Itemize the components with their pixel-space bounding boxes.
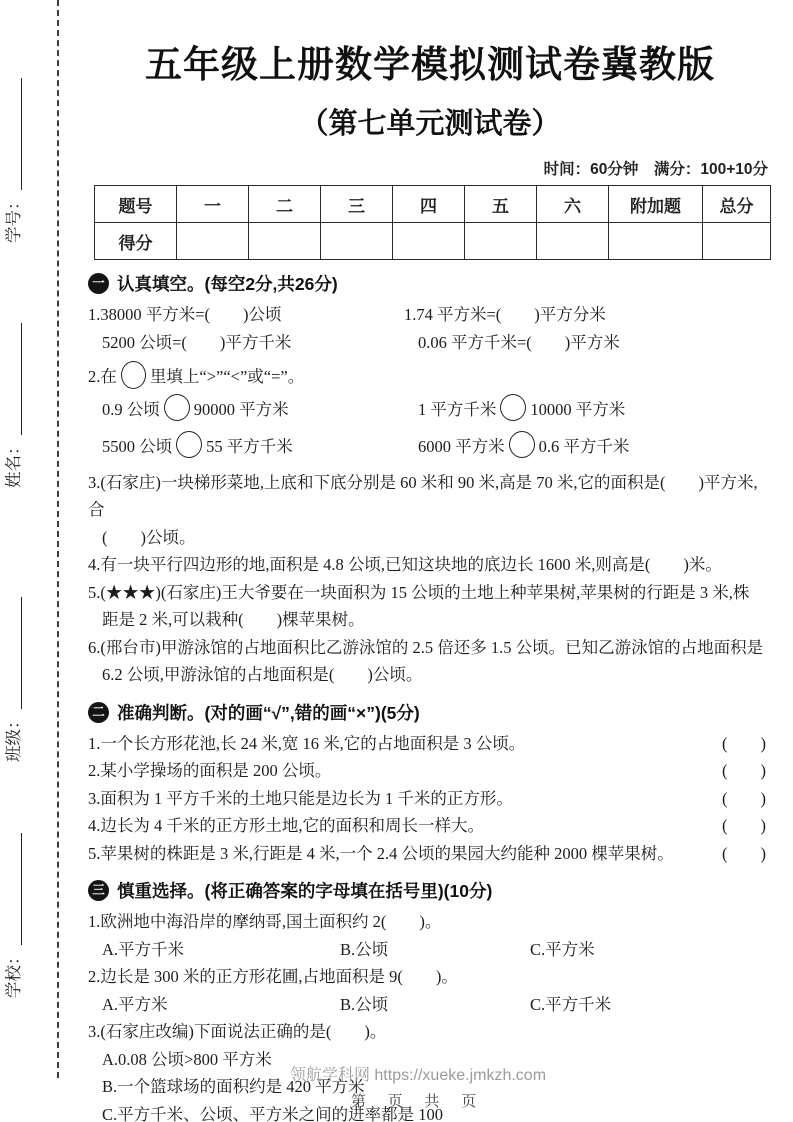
school-field xyxy=(0,834,22,999)
section-2-heading xyxy=(88,700,772,725)
class-blank-line xyxy=(4,598,22,710)
name-field xyxy=(0,324,22,489)
judge-item-text: 2.某小学操场的面积是 200 公顷。 xyxy=(88,761,332,780)
choice-q2-options xyxy=(88,991,772,1019)
col-part-4: 四 xyxy=(393,186,465,223)
choice-q1-stem: 1.欧洲地中海沿岸的摩纳哥,国土面积约 2( )。 xyxy=(88,912,442,931)
choice-option-b: B.公顷 xyxy=(340,994,389,1014)
fill-q2a-right: 90000 平方米 xyxy=(193,399,289,419)
col-part-3: 三 xyxy=(321,186,393,223)
fill-q6-line2: 6.2 公顷,甲游泳馆的占地面积是( )公顷。 xyxy=(102,665,423,684)
section-2-badge-icon: 二 xyxy=(88,702,109,723)
page-subtitle: （第七单元测试卷） xyxy=(299,108,561,140)
fill-q1d: 0.06 平方千米=( )平方米 xyxy=(418,332,620,352)
answer-bracket: ( ) xyxy=(722,843,766,863)
col-part-1: 一 xyxy=(177,186,249,223)
col-question-number: 题号 xyxy=(95,186,177,223)
choice-q3-option-b: B.一个篮球场的面积约是 420 平方米 xyxy=(102,1077,365,1096)
answer-bracket: ( ) xyxy=(722,733,766,753)
fill-q2b-right: 10000 平方米 xyxy=(530,399,626,419)
fill-q2c-right: 55 平方千米 xyxy=(206,436,293,456)
fill-q2b-left: 1 平方千米 xyxy=(418,399,497,419)
fill-q3-line2: ( )公顷。 xyxy=(102,527,196,547)
col-part-5: 五 xyxy=(465,186,537,223)
time-score-info: 时间：60分钟 满分：100+10分 xyxy=(543,161,768,178)
class-label: 班级： xyxy=(5,712,23,762)
judge-item xyxy=(88,757,772,785)
main-content xyxy=(88,0,772,1122)
compare-circle-icon xyxy=(509,431,535,458)
fill-q4: 4.有一块平行四边形的地,面积是 4.8 公顷,已知这块地的底边长 1600 米,则高是( )米。 xyxy=(88,555,722,574)
page-number-line: 第 页 共 页 xyxy=(350,1094,486,1110)
fill-q3-line1: 3.(石家庄)一块梯形菜地,上底和下底分别是 60 米和 90 米,高是 70 米,它的面积是( )平方米,合 xyxy=(88,472,758,519)
judge-item-text: 3.面积为 1 平方千米的土地只能是边长为 1 千米的正方形。 xyxy=(88,788,513,808)
section-1-title: 认真填空。(每空2分,共26分) xyxy=(117,274,338,294)
score-cell xyxy=(609,223,703,260)
fill-q1a: 1.38000 平方米=( )公顷 xyxy=(88,305,282,324)
fill-q5-line1: 5.(★★★)(石家庄)王大爷要在一块面积为 15 公顷的土地上种苹果树,苹果树的行距是 3 米,株 xyxy=(88,582,750,602)
choice-option-c: C.平方米 xyxy=(530,939,595,959)
section-2-title: 准确判断。(对的画“√”,错的画“×”)(5分) xyxy=(117,702,420,723)
choice-option-c: C.平方千米 xyxy=(530,994,612,1014)
fill-q2-stem-post: 里填上“>”“<”或“=”。 xyxy=(149,367,305,386)
school-blank-line xyxy=(4,834,22,946)
score-table-header-row xyxy=(95,186,771,223)
page-title: 五年级上册数学模拟测试卷冀教版 xyxy=(145,44,715,85)
fill-q2-row2 xyxy=(88,428,772,465)
name-label: 姓名： xyxy=(5,438,23,488)
fill-q2a xyxy=(88,391,418,428)
student-id-blank-line xyxy=(4,79,22,191)
page-footer xyxy=(88,1062,748,1111)
section-1-heading xyxy=(88,271,772,296)
score-table-score-row xyxy=(95,223,771,260)
school-label: 学校： xyxy=(5,948,23,998)
fill-q2d-right: 0.6 平方千米 xyxy=(538,436,630,456)
watermark-site-link: 领航学科网 https://xueke.jmkzh.com xyxy=(289,1067,547,1084)
judge-item xyxy=(88,785,772,813)
judge-item-text: 5.苹果树的株距是 3 米,行距是 4 米,一个 2.4 公顷的果园大约能种 2000 棵苹果树。 xyxy=(88,843,674,863)
choice-option-a: A.平方千米 xyxy=(102,939,185,959)
choice-q2-stem: 2.边长是 300 米的正方形花圃,占地面积是 9( )。 xyxy=(88,967,458,986)
choice-q3-option-c: C.平方千米、公顷、平方米之间的进率都是 100 xyxy=(102,1104,444,1122)
col-part-6: 六 xyxy=(537,186,609,223)
section-3-badge-icon: 三 xyxy=(88,880,109,901)
fill-q1c: 5200 公顷=( )平方千米 xyxy=(102,332,292,352)
choice-q3-option-a: A.0.08 公顷>800 平方米 xyxy=(102,1049,272,1069)
fill-q1-row2 xyxy=(88,329,772,357)
choice-option-a: A.平方米 xyxy=(102,994,168,1014)
choice-q1-options xyxy=(88,936,772,964)
student-id-field xyxy=(0,79,22,244)
fill-q2c xyxy=(88,428,418,465)
score-cell xyxy=(703,223,771,260)
col-part-2: 二 xyxy=(249,186,321,223)
answer-bracket: ( ) xyxy=(722,761,766,780)
score-cell xyxy=(321,223,393,260)
compare-circle-icon xyxy=(176,431,202,458)
fill-q2d xyxy=(418,428,629,465)
score-cell xyxy=(249,223,321,260)
fill-q2-row1 xyxy=(88,391,772,428)
fill-q1-row1 xyxy=(88,301,772,329)
judge-item xyxy=(88,840,772,868)
name-blank-line xyxy=(4,324,22,436)
section-1-badge-icon: 一 xyxy=(88,273,109,294)
fill-q2-stem-pre: 2.在 xyxy=(88,367,117,386)
score-table xyxy=(94,185,771,260)
student-id-label: 学号： xyxy=(5,193,23,243)
fill-q6-line1: 6.(邢台市)甲游泳馆的占地面积比乙游泳馆的 2.5 倍还多 1.5 公顷。已知乙游泳馆的占地面积是 xyxy=(88,637,764,657)
compare-circle-icon xyxy=(164,394,190,421)
score-cell xyxy=(177,223,249,260)
answer-bracket: ( ) xyxy=(722,816,766,835)
fill-q2a-left: 0.9 公顷 xyxy=(102,399,160,419)
choice-option-b: B.公顷 xyxy=(340,939,389,959)
fill-q2b xyxy=(418,391,625,428)
class-field xyxy=(0,598,22,763)
score-cell xyxy=(393,223,465,260)
fill-q5-line2: 距是 2 米,可以栽种( )棵苹果树。 xyxy=(102,610,365,629)
score-row-label: 得分 xyxy=(95,223,177,260)
fill-q2c-left: 5500 公顷 xyxy=(102,436,173,456)
judge-item-text: 4.边长为 4 千米的正方形土地,它的面积和周长一样大。 xyxy=(88,816,484,835)
fill-q2d-left: 6000 平方米 xyxy=(418,436,505,456)
section-3-heading xyxy=(88,878,772,903)
col-bonus: 附加题 xyxy=(609,186,703,223)
section-3-title: 慎重选择。(将正确答案的字母填在括号里)(10分) xyxy=(117,881,493,901)
compare-circle-icon xyxy=(121,361,146,389)
judge-item xyxy=(88,730,772,758)
judge-item xyxy=(88,812,772,840)
judge-item-text: 1.一个长方形花池,长 24 米,宽 16 米,它的占地面积是 3 公顷。 xyxy=(88,733,526,753)
choice-q3-stem: 3.(石家庄改编)下面说法正确的是( )。 xyxy=(88,1022,387,1041)
col-total: 总分 xyxy=(703,186,771,223)
answer-bracket: ( ) xyxy=(722,788,766,808)
score-cell xyxy=(465,223,537,260)
score-cell xyxy=(537,223,609,260)
fill-q1b: 1.74 平方米=( )平方分米 xyxy=(404,305,606,324)
compare-circle-icon xyxy=(500,394,526,421)
fill-q2-stem xyxy=(88,361,772,391)
binding-dashed-line xyxy=(57,0,59,1078)
